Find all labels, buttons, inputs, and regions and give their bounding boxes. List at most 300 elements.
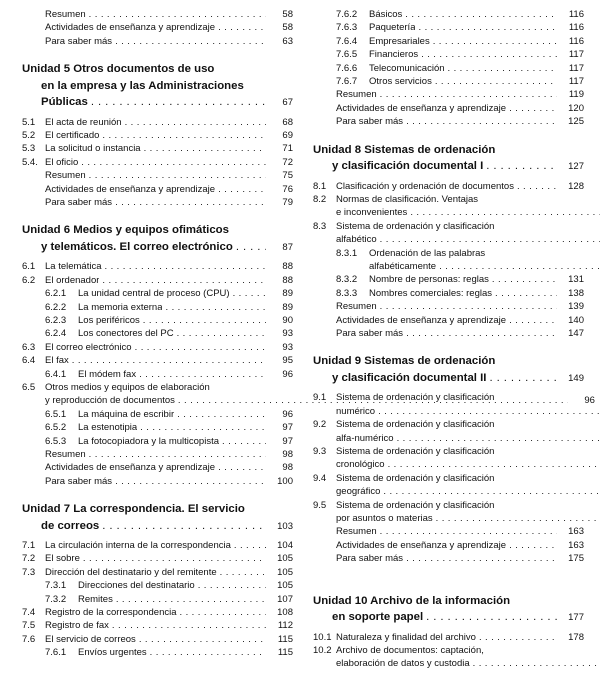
toc-entry [22,35,293,48]
unit-title-line: y telemáticos. El correo electrónico [41,240,233,253]
entry-title: Otros servicios [369,75,432,87]
dot-leader [236,239,266,256]
entry-number: 6.4 [22,355,36,367]
toc-entry [22,274,293,287]
toc-entry [22,448,293,461]
toc-entry [313,273,584,286]
dot-leader [492,273,557,286]
spacer [313,566,584,580]
dot-leader [72,354,266,367]
entry-title: Telecomunicación [369,62,445,74]
toc-entry [22,646,293,659]
toc-entry [22,421,293,434]
entry-page: 117 [568,62,584,74]
entry-page: 88 [282,274,293,286]
entry-body [336,220,600,247]
entry-title-line: numérico [336,405,376,417]
toc-entry [22,196,293,209]
dot-leader [517,180,557,193]
entry-title: La solicitud o instancia [45,143,141,155]
entry-number: 7.6 [22,633,36,645]
entry-number: 6.5.1 [45,408,67,420]
entry-title: Resumen [336,526,377,538]
entry-title: Clasificación y ordenación de documentos [336,180,514,192]
entry-title-line: Sistema de ordenación y clasificación [336,472,495,484]
dot-leader [383,485,600,498]
entry-title: El servicio de correos [45,633,136,645]
dot-leader [89,448,266,461]
unit-page: 127 [568,161,584,173]
entry-number: 7.6.2 [336,9,358,20]
toc-entry [313,180,584,193]
dot-leader [102,274,266,287]
unit-title-line: de correos [41,519,100,532]
entry-page: 178 [568,631,584,643]
dot-leader [144,142,266,155]
entry-number: 9.5 [313,499,327,511]
entry-page: 68 [282,116,293,128]
unit-last-line [313,609,584,627]
dot-leader [150,646,266,659]
unit-title-line: Unidad 7 La correspondencia. El servicio [22,503,245,516]
entry-title-line: Ordenación de las palabras [369,247,486,259]
entry-page: 120 [568,102,584,114]
entry-page: 115 [277,647,293,659]
entry-title: La estenotipia [78,422,138,434]
entry-page: 139 [568,301,584,313]
entry-page: 115 [277,633,293,645]
entry-page: 75 [282,170,293,182]
entry-page: 117 [568,75,584,87]
entry-number: 7.5 [22,620,36,632]
dot-leader [218,461,266,474]
dot-leader [112,619,266,632]
entry-page: 163 [568,526,584,538]
entry-title: La memoria externa [78,301,163,313]
toc-entry [22,142,293,155]
toc-entry [22,593,293,606]
entry-number: 7.6.1 [45,647,67,659]
entry-title: El oficio [45,156,79,168]
dot-leader [143,314,266,327]
dot-leader [220,566,266,579]
dot-leader [405,8,557,21]
dot-leader [509,102,557,115]
toc-entry-multiline [313,418,584,445]
dot-leader [233,287,266,300]
dot-leader [433,35,557,48]
entry-page: 79 [282,197,293,209]
unit-heading [313,353,584,387]
dot-leader [380,88,557,101]
entry-page: 119 [568,89,584,101]
toc-entry [22,606,293,619]
entry-number: 5.4. [22,156,38,168]
entry-title: Registro de fax [45,620,109,632]
entry-page: 98 [282,462,293,474]
entry-title: Los periféricos [78,314,140,326]
dot-leader [115,196,266,209]
dot-leader [135,341,266,354]
entry-page: 96 [584,395,595,407]
toc-entry [313,62,584,75]
entry-page: 93 [282,328,293,340]
entry-title: Nombre de personas: reglas [369,274,489,286]
dot-leader [495,287,557,300]
toc-entry [22,579,293,592]
entry-title-line: Sistema de ordenación y clasificación [336,220,495,232]
dot-leader [102,518,266,535]
unit-last-line [22,518,293,536]
entry-page: 71 [282,143,293,155]
toc-entry [313,314,584,327]
toc-right-column [313,8,584,671]
entry-title: Paquetería [369,22,416,34]
dot-leader [218,21,266,34]
toc-entry [313,8,584,21]
entry-page: 58 [282,22,293,34]
entry-page: 131 [568,274,584,286]
entry-title: Para saber más [336,553,404,565]
entry-number: 10.1 [313,631,332,643]
entry-title-line: alfabéticamente [369,260,437,272]
dot-leader [486,158,557,175]
entry-number: 7.6.7 [336,75,358,87]
entry-title: Envíos urgentes [78,647,147,659]
entry-page: 100 [277,475,293,487]
toc-entry [22,183,293,196]
entry-page: 107 [277,593,293,605]
entry-page: 175 [568,553,584,565]
entry-number: 9.2 [313,419,327,431]
entry-number: 8.3.2 [336,274,358,286]
entry-title: El módem fax [78,368,137,380]
unit-title-line: Públicas [41,96,88,109]
entry-title: La unidad central de proceso (CPU) [78,288,230,300]
entry-number: 7.6.6 [336,62,358,74]
unit-last-line [313,158,584,176]
entry-body [336,644,600,671]
entry-title: Actividades de enseñanza y aprendizaje [336,102,507,114]
entry-title-line: Sistema de ordenación y clasificación [336,445,495,457]
dot-leader [91,94,266,111]
toc-entry [313,48,584,61]
entry-page: 95 [282,355,293,367]
toc-entry [22,287,293,300]
entry-number: 6.4.1 [45,368,67,380]
dot-leader [380,233,600,246]
dot-leader [89,8,266,21]
toc-entry [313,115,584,128]
entry-title-line: Sistema de ordenación y clasificación [336,392,495,404]
dot-leader [406,115,557,128]
dot-leader [115,475,266,488]
entry-body [336,418,600,445]
entry-number: 6.2.3 [45,314,67,326]
dot-leader [418,21,557,34]
entry-last-line [336,405,600,418]
entry-page: 96 [282,368,293,380]
entry-number: 7.3.2 [45,593,67,605]
toc-entry [22,116,293,129]
entry-number: 7.3.1 [45,580,67,592]
toc-entry [22,169,293,182]
entry-page: 116 [568,9,584,20]
dot-leader [406,327,557,340]
toc-entry [22,633,293,646]
entry-number: 8.3.3 [336,287,358,299]
entry-page: 116 [568,35,584,47]
entry-title: La telemática [45,261,102,273]
entry-title: Básicos [369,9,403,20]
entry-title: Financieros [369,49,419,61]
entry-title: Registro de la correspondencia [45,607,177,619]
dot-leader [180,606,267,619]
dot-leader [140,421,266,434]
entry-page: 163 [568,539,584,551]
dot-leader [448,62,557,75]
entry-number: 6.3 [22,341,36,353]
unit-heading [313,593,584,627]
entry-number: 6.2.2 [45,301,67,313]
toc-entry [22,619,293,632]
entry-number: 8.3.1 [336,247,358,259]
entry-title-line: Otros medios y equipos de elaboración [45,381,210,393]
unit-last-line [22,94,293,112]
entry-title-line: cronológico [336,459,385,471]
toc-entry-multiline [313,445,584,472]
toc-entry [313,75,584,88]
entry-number: 8.1 [313,180,327,192]
unit-title-line: y clasificación documental I [332,160,484,173]
unit-heading [22,222,293,256]
unit-title-line: Unidad 6 Medios y equipos ofimáticos [22,224,229,237]
entry-number: 6.2 [22,274,36,286]
entry-page: 104 [277,540,293,552]
entry-page: 93 [282,341,293,353]
toc-entry [22,435,293,448]
entry-body [336,193,600,220]
entry-last-line [336,657,600,670]
unit-page: 103 [277,520,293,532]
toc-entry-multiline [313,193,584,220]
toc-entry-multiline [313,391,584,418]
entry-body [336,499,600,526]
entry-body [336,391,600,418]
entry-number: 5.2 [22,130,36,142]
entry-title: La circulación interna de la correspondencia [45,540,231,552]
entry-title: Para saber más [45,197,113,209]
entry-page: 97 [282,435,293,447]
entry-title: Dirección del destinatario y del remitente [45,566,217,578]
dot-leader [139,633,266,646]
entry-page: 96 [282,408,293,420]
entry-last-line [336,233,600,246]
entry-number: 9.3 [313,445,327,457]
unit-title-line: y clasificación documental II [332,371,487,384]
entry-title: El acta de reunión [45,116,122,128]
dot-leader [436,512,600,525]
entry-page: 117 [568,49,584,61]
entry-title-line: elaboración de datos y custodia [336,658,470,670]
entry-page: 105 [277,580,293,592]
entry-title: Resumen [336,301,377,313]
entry-title-line: y reproducción de documentos [45,395,175,407]
dot-leader [115,35,266,48]
entry-page: 125 [568,116,584,128]
unit-title-line: Unidad 8 Sistemas de ordenación [313,143,496,156]
dot-leader [473,657,600,670]
dot-leader [426,609,557,626]
entry-page: 116 [568,22,584,34]
toc-entry [313,525,584,538]
toc-entry [313,21,584,34]
toc-entry [22,21,293,34]
unit-heading [22,61,293,112]
unit-heading [22,501,293,535]
entry-title-line: geográfico [336,486,381,498]
toc-entry-multiline [313,220,584,247]
dot-leader [116,593,266,606]
entry-page: 63 [282,35,293,47]
entry-number: 6.5 [22,381,36,393]
dot-leader [509,314,557,327]
entry-number: 5.1 [22,116,36,128]
dot-leader [435,75,557,88]
unit-title-line: Unidad 9 Sistemas de ordenación [313,355,496,368]
toc-entry [22,129,293,142]
entry-number: 10.2 [313,644,332,656]
dot-leader [83,552,266,565]
toc-entry-multiline [313,472,584,499]
entry-title: Direcciones del destinatario [78,580,195,592]
unit-heading [313,142,584,176]
entry-last-line [336,206,600,219]
dot-leader [139,368,266,381]
entry-title: Actividades de enseñanza y aprendizaje [336,539,507,551]
dot-leader [479,631,557,644]
entry-title: Resumen [45,448,86,460]
dot-leader [397,432,600,445]
entry-title: Actividades de enseñanza y aprendizaje [336,314,507,326]
unit-title-line: Unidad 10 Archivo de la información [313,594,511,607]
unit-last-line [313,370,584,388]
dot-leader [234,539,266,552]
toc-entry [22,475,293,488]
entry-body [336,472,600,499]
toc-entry [22,314,293,327]
entry-title: Resumen [45,9,86,20]
unit-page: 67 [282,97,293,109]
entry-title: Empresariales [369,35,430,47]
toc-entry [22,341,293,354]
dot-leader [89,169,266,182]
dot-leader [222,435,266,448]
entry-page: 58 [282,9,293,20]
entry-title: El sobre [45,553,80,565]
entry-number: 5.3 [22,143,36,155]
toc-entry-multiline [313,499,584,526]
toc-entry [22,8,293,21]
entry-page: 76 [282,183,293,195]
entry-title: Para saber más [45,35,113,47]
entry-title: La máquina de escribir [78,408,175,420]
toc-entry [22,461,293,474]
dot-leader [378,405,600,418]
entry-page: 69 [282,130,293,142]
entry-page: 72 [282,156,293,168]
entry-page: 98 [282,448,293,460]
entry-title: Para saber más [45,475,113,487]
unit-page: 149 [568,372,584,384]
entry-last-line [336,458,600,471]
entry-title-line: e inconvenientes [336,207,408,219]
entry-title-line: por asuntos o materias [336,512,433,524]
entry-page: 89 [282,301,293,313]
toc-entry [313,327,584,340]
toc-entry-multiline [313,644,584,671]
entry-last-line [336,512,600,525]
dot-leader [509,539,557,552]
entry-title: Para saber más [336,327,404,339]
entry-page: 88 [282,261,293,273]
dot-leader [439,260,600,273]
entry-page: 128 [568,180,584,192]
entry-title: Resumen [336,89,377,101]
entry-page: 97 [282,422,293,434]
dot-leader [406,552,557,565]
entry-number: 7.6.3 [336,22,358,34]
entry-page: 108 [277,607,293,619]
entry-title: El ordenador [45,274,100,286]
dot-leader [177,327,266,340]
dot-leader [218,183,266,196]
entry-body [336,445,600,472]
entry-page: 90 [282,314,293,326]
dot-leader [81,156,266,169]
entry-title-line: Archivo de documentos: captación, [336,644,484,656]
entry-title: Resumen [45,170,86,182]
entry-number: 7.3 [22,566,36,578]
toc-entry [22,327,293,340]
unit-page: 87 [282,241,293,253]
unit-page: 177 [568,612,584,624]
toc-entry [22,552,293,565]
entry-title: Actividades de enseñanza y aprendizaje [45,22,216,34]
entry-number: 7.4 [22,607,36,619]
dot-leader [125,116,266,129]
entry-page: 89 [282,288,293,300]
toc-entry [313,287,584,300]
unit-title-line: en soporte papel [332,611,424,624]
entry-page: 105 [277,553,293,565]
dot-leader [380,300,557,313]
entry-title: El fax [45,355,69,367]
entry-page: 147 [568,327,584,339]
entry-title: Remites [78,593,113,605]
entry-number: 7.1 [22,540,36,552]
entry-number: 6.1 [22,261,36,273]
entry-title: Nombres comerciales: reglas [369,287,493,299]
entry-number: 8.2 [313,193,327,205]
entry-number: 7.6.4 [336,35,358,47]
entry-page: 105 [277,566,293,578]
entry-title: La fotocopiadora y la multicopista [78,435,219,447]
toc-entry [22,539,293,552]
toc-entry [22,566,293,579]
dot-leader [489,370,557,387]
dot-leader [410,206,600,219]
